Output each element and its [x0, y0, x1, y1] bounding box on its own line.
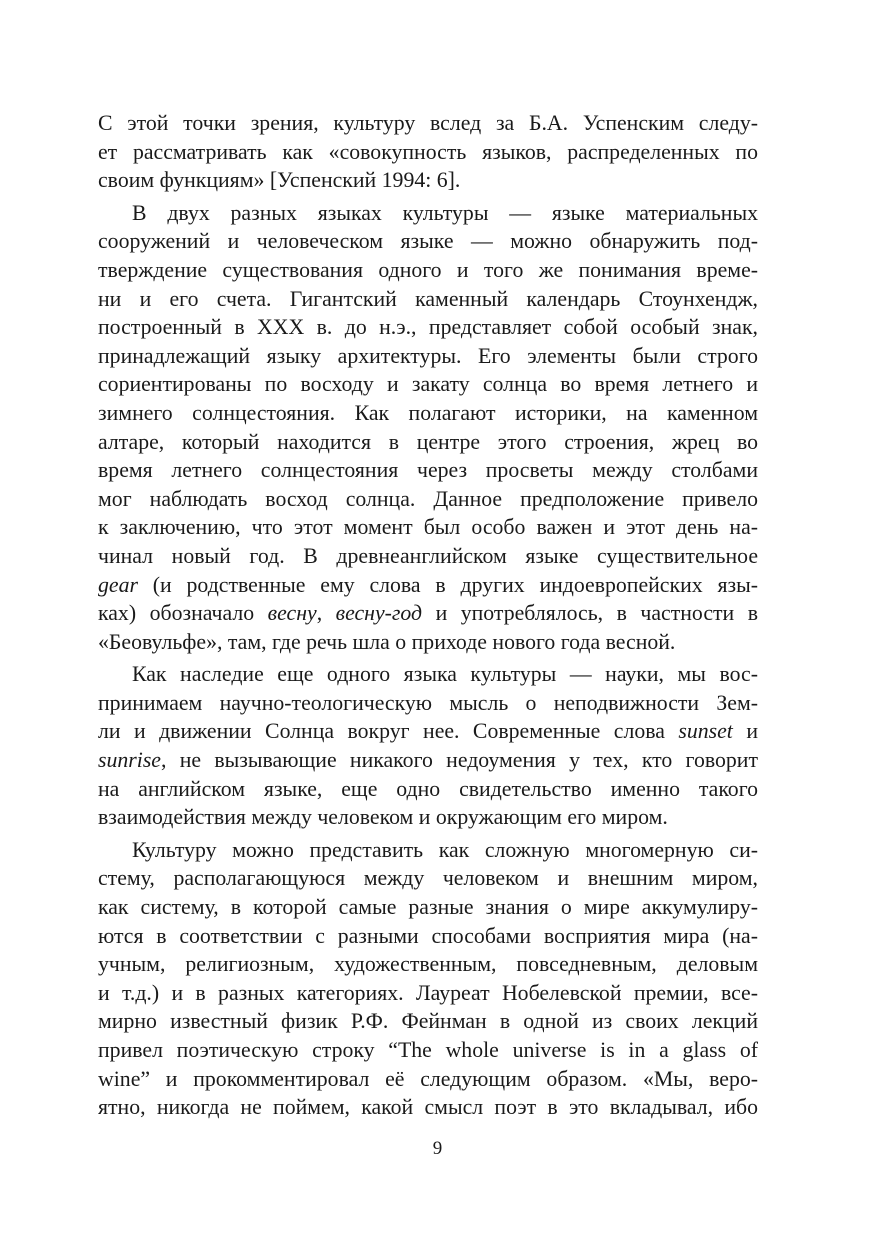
text-line: взаимодействия между человеком и окружающим его миром. — [98, 805, 668, 830]
text-line: ет рассматривать как «совокупность языков, распределенных по — [98, 139, 758, 164]
text-line: как систему, в которой самые разные знания о мире аккумулиру- — [98, 895, 758, 920]
text-run: ках) обозначало — [98, 601, 268, 626]
text-line: С этой точки зрения, культуру вслед за Б.А. Успенским следу- — [98, 111, 758, 135]
body-text — [98, 109, 758, 1122]
text-line: Культуру можно представить как сложную многомерную си- — [132, 837, 758, 862]
text-run: и — [732, 719, 758, 744]
text-line: зимнего солнцестояния. Как полагают историки, на каменном — [98, 400, 758, 425]
text-run: , не вызывающие никакого недоумения у тех, кто говорит — [160, 748, 758, 773]
text-line: В двух разных языках культуры — языке материальных — [132, 200, 758, 225]
text-line: сооружений и человеческом языке — можно обнаружить под- — [98, 229, 758, 254]
page-number: 9 — [432, 1138, 443, 1159]
text-line: и т.д.) и в разных категориях. Лауреат Нобелевской премии, все- — [98, 980, 758, 1005]
text-line — [98, 746, 758, 775]
text-line: учным, религиозным, художественным, повседневным, деловым — [98, 952, 758, 977]
text-line: принадлежащий языку архитектуры. Его элементы были строго — [98, 343, 758, 368]
italic-term-vesnu-god: весну-год — [335, 601, 423, 626]
text-line: к заключению, что этот момент был особо важен и этот день на- — [98, 515, 758, 540]
italic-term-vesnu: весну — [267, 601, 317, 626]
text-line: Как наследие еще одного языка культуры — науки, мы вос- — [132, 662, 758, 687]
paragraph-2 — [98, 199, 758, 657]
text-line: «Беовульфе», там, где речь шла о приходе нового года весной. — [98, 629, 676, 654]
text-line: ются в соответствии с разными способами восприятия мира (на- — [98, 923, 758, 948]
text-line: принимаем научно-теологическую мысль о неподвижности Зем- — [98, 690, 758, 715]
paragraph-3 — [98, 660, 758, 832]
text-line: построенный в XXX в. до н.э., представляет собой особый знак, — [98, 315, 758, 340]
italic-term-gear: gear — [98, 572, 138, 597]
text-line: привел поэтическую строку “The whole universe is in a glass of — [98, 1038, 758, 1062]
paragraph-1 — [98, 109, 758, 195]
italic-term-sunset: sunset — [678, 719, 733, 744]
text-line: тверждение существования одного и того же понимания време- — [98, 257, 758, 282]
text-line: wine” и прокомментировал её следующим образом. «Мы, веро- — [98, 1066, 758, 1091]
text-line: сориентированы по восходу и закату солнца во время летнего и — [98, 372, 758, 397]
paragraph-4 — [98, 836, 758, 1122]
text-line — [98, 599, 758, 628]
text-line: мирно известный физик Р.Ф. Фейнман в одной из своих лекций — [98, 1009, 758, 1034]
text-run: ли и движении Солнца вокруг нее. Современные слова — [98, 719, 679, 744]
italic-term-sunrise: sunrise — [98, 748, 161, 773]
text-run: (и родственные ему слова в других индоевропейских язы- — [137, 572, 758, 597]
text-line: ятно, никогда не поймем, какой смысл поэт в это вкладывал, ибо — [98, 1095, 758, 1120]
text-line: на английском языке, еще одно свидетельство именно такого — [98, 776, 758, 801]
text-line: алтаре, который находится в центре этого строения, жрец во — [98, 429, 758, 454]
text-run: , — [316, 601, 336, 626]
text-line — [98, 717, 758, 746]
text-line: стему, располагающуюся между человеком и внешним миром, — [98, 866, 758, 891]
text-line: своим функциям» [Успенский 1994: 6]. — [98, 168, 461, 193]
text-line: чинал новый год. В древнеанглийском языке существительное — [98, 543, 758, 568]
text-run: и употреблялось, в частности в — [422, 601, 758, 626]
text-line: время летнего солнцестояния через просветы между столбами — [98, 458, 758, 483]
text-line — [98, 571, 758, 600]
text-line: ни и его счета. Гигантский каменный календарь Стоунхендж, — [98, 286, 758, 311]
text-line: мог наблюдать восход солнца. Данное предположение привело — [98, 486, 758, 511]
